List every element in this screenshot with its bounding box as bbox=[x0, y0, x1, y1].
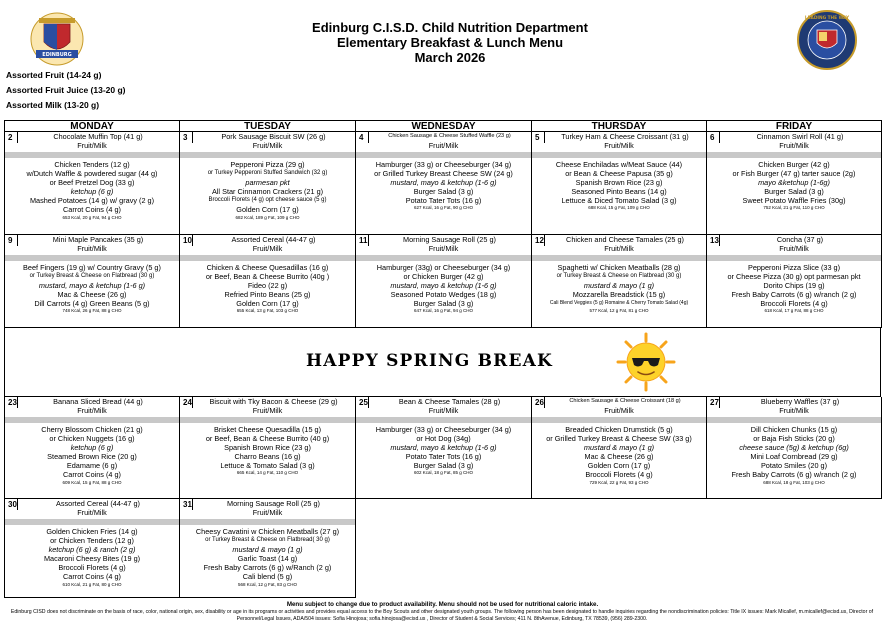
lunch-item: or Turkey Breast & Cheese on Flatbread (30 g) bbox=[556, 273, 682, 280]
lunch-item: Carrot Coins (4 g) bbox=[63, 470, 121, 480]
breakfast-item: Assorted Cereal (44-47 g) bbox=[56, 499, 140, 508]
nutrition-summary: 748 Kcal, 26 g Fat, 88 g CHO bbox=[62, 308, 122, 314]
nutrition-summary: 627 Kcal, 16 g Fat, 90 g CHO bbox=[413, 205, 474, 211]
lunch-item: Edamame (6 g) bbox=[66, 461, 118, 471]
breakfast-item: Chicken Sausage & Cheese Stuffed Waffle (23 g) bbox=[388, 133, 511, 139]
edinburg-cisd-crest-logo bbox=[30, 12, 84, 66]
day-number: 11 bbox=[359, 236, 368, 245]
lunch-item: Hamburger (33 g) or Cheeseburger (34 g) bbox=[375, 160, 512, 169]
fruit-milk-item: Fruit/Milk bbox=[428, 244, 459, 254]
daily-item-milk: Assorted Milk (13-20 g) bbox=[6, 100, 100, 110]
nutrition-summary: 577 Kcal, 12 g Fat, 81 g CHO bbox=[589, 308, 649, 314]
menu-day-cell bbox=[5, 397, 180, 499]
lunch-item: ketchup (6 g) bbox=[70, 187, 114, 197]
day-number: 30 bbox=[8, 500, 17, 509]
lunch-item: Broccoli Florets (4 g) opt cheese sauce (5 g) bbox=[208, 197, 327, 204]
lunch-item: cheese sauce (5g) & ketchup (6g) bbox=[739, 443, 849, 453]
nutrition-summary: 647 Kcal, 16 g Fat, 94 g CHO bbox=[413, 308, 474, 314]
day-header-friday: FRIDAY bbox=[707, 121, 882, 132]
menu-month: March 2026 bbox=[414, 50, 486, 65]
day-number: 6 bbox=[710, 133, 715, 142]
breakfast-item: Blueberry Waffles (37 g) bbox=[760, 397, 840, 406]
fruit-milk-item: Fruit/Milk bbox=[428, 406, 459, 416]
menu-day-cell bbox=[356, 397, 532, 499]
lunch-item: or Turkey Breast & Cheese on Flatbread( 30 g) bbox=[205, 537, 330, 544]
day-header-tuesday: TUESDAY bbox=[180, 121, 356, 132]
day-number: 12 bbox=[535, 236, 544, 245]
nutrition-summary: 609 Kcal, 15 g Fat, 88 g CHO bbox=[62, 479, 122, 485]
lunch-item: Fresh Baby Carrots (6 g) w/ranch (2 g) bbox=[731, 290, 857, 300]
left-logo-text: EDINBURG bbox=[42, 52, 72, 58]
nutrition-summary: 568 Kcal, 12 g Fat, 83 g CHO bbox=[237, 581, 298, 587]
breakfast-item: Mini Maple Pancakes (35 g) bbox=[52, 235, 144, 244]
menu-day-cell bbox=[532, 132, 707, 235]
day-number: 23 bbox=[8, 398, 17, 407]
nutrition-summary: 688 Kcal, 15 g Fat, 109 g CHO bbox=[588, 205, 650, 211]
breakfast-item: Pork Sausage Biscuit SW (26 g) bbox=[221, 132, 326, 141]
sun-with-sunglasses-icon bbox=[610, 332, 682, 392]
lunch-item: or Chicken Tenders (12 g) bbox=[50, 536, 134, 546]
lunch-item: or Baja Fish Sticks (20 g) bbox=[753, 434, 835, 444]
lunch-item: ketchup (6 g) & ranch (2 g) bbox=[48, 545, 136, 555]
menu-day-cell bbox=[5, 235, 180, 328]
lunch-item: Lettuce & Diced Tomato Salad (3 g) bbox=[561, 196, 677, 206]
lunch-item: Mini Loaf Cornbread (29 g) bbox=[750, 452, 838, 462]
day-number: 31 bbox=[183, 500, 192, 509]
lunch-item: Carrot Coins (4 g) bbox=[63, 205, 121, 215]
lunch-item: All Star Cinnamon Crackers (21 g) bbox=[211, 187, 324, 197]
day-number: 13 bbox=[710, 236, 719, 245]
fruit-milk-item: Fruit/Milk bbox=[252, 406, 283, 416]
nutrition-summary: 655 Kcal, 13 g Fat, 103 g CHO bbox=[236, 308, 299, 314]
lunch-item: ketchup (6 g) bbox=[70, 443, 114, 453]
lunch-item: Lettuce & Tomato Salad (3 g) bbox=[220, 461, 315, 471]
fruit-milk-item: Fruit/Milk bbox=[252, 141, 283, 151]
day-number: 10 bbox=[183, 236, 192, 245]
nutrition-summary: 610 Kcal, 21 g Fat, 80 g CHO bbox=[62, 581, 122, 587]
breakfast-item: Chicken and Cheese Tamales (25 g) bbox=[566, 235, 684, 244]
lunch-item: or Beef Pretzel Dog (33 g) bbox=[49, 178, 135, 188]
lunch-item: Seasoned Pinto Beans (14 g) bbox=[571, 187, 667, 197]
lunch-item: or Chicken Burger (42 g) bbox=[403, 272, 484, 282]
spring-break-banner bbox=[4, 327, 881, 397]
menu-day-cell bbox=[356, 235, 532, 328]
lunch-item: parmesan pkt bbox=[245, 178, 290, 188]
menu-day-cell bbox=[356, 132, 532, 235]
day-number: 25 bbox=[359, 398, 368, 407]
lunch-item: Mashed Potatoes (14 g) w/ gravy (2 g) bbox=[29, 196, 155, 206]
lunch-item: Spaghetti w/ Chicken Meatballs (28 g) bbox=[557, 263, 681, 272]
lunch-item: mustard, mayo & ketchup (1-6 g) bbox=[38, 281, 146, 291]
breakfast-item: Chocolate Muffin Top (41 g) bbox=[53, 132, 143, 141]
menu-day-cell bbox=[5, 132, 180, 235]
lunch-item: w/Dutch Waffle & powdered sugar (44 g) bbox=[26, 169, 158, 179]
lunch-item: or Turkey Breast & Cheese on Flatbread (30 g) bbox=[29, 273, 155, 280]
nondiscrimination-policy: Edinburg CISD does not discriminate on the basis of race, color, national origin, sex, disability or age in its programs or activities and provides equal access to the Boy Scouts and other designated youth groups. The following person has been designated to handle inquiries regarding the nondiscrimination policies: Title IX issues: Mark Micallef, m.micallef@ecisd.us, Director of Personnel/Legal Issues, ADA/504 issues: Sofia Hinojosa; sofia.hinojosa@ecisd.us , Director of Student & Social Services; 411 N. 8thAvenue, Edinburg, TX 78539, (956) 289-2300. bbox=[10, 609, 874, 622]
lunch-item: Golden Corn (17 g) bbox=[236, 299, 299, 309]
nutrition-summary: 653 Kcal, 20 g Fat, 94 g CHO bbox=[62, 214, 122, 220]
fruit-milk-item: Fruit/Milk bbox=[604, 141, 634, 151]
menu-day-cell bbox=[532, 397, 707, 499]
lunch-item: Mac & Cheese (26 g) bbox=[57, 290, 127, 300]
nutrition-summary: 618 Kcal, 17 g Fat, 88 g CHO bbox=[764, 308, 824, 314]
menu-day-cell bbox=[532, 235, 707, 328]
day-header-wednesday: WEDNESDAY bbox=[356, 121, 532, 132]
menu-day-cell bbox=[180, 397, 356, 499]
lunch-item: or Turkey Pepperoni Stuffed Sandwich (32 g) bbox=[207, 170, 328, 177]
lunch-item: Potato Tater Tots (16 g) bbox=[405, 196, 482, 206]
lunch-item: Steamed Brown Rice (20 g) bbox=[47, 452, 137, 462]
lunch-item: Dill Carrots (4 g) Green Beans (5 g) bbox=[34, 299, 150, 309]
lunch-item: Potato Tater Tots (16 g) bbox=[405, 452, 482, 462]
lunch-item: Dorito Chips (19 g) bbox=[763, 281, 825, 291]
day-number: 9 bbox=[8, 236, 13, 245]
lunch-item: Hamburger (33 g) or Cheeseburger (34 g) bbox=[375, 425, 512, 434]
breakfast-item: Banana Sliced Bread (44 g) bbox=[53, 397, 143, 406]
day-number: 3 bbox=[183, 133, 188, 142]
lunch-item: mustard, mayo & ketchup (1-6 g) bbox=[390, 281, 497, 291]
fruit-milk-item: Fruit/Milk bbox=[252, 508, 283, 518]
lunch-item: Brisket Cheese Quesadilla (15 g) bbox=[213, 425, 322, 434]
breakfast-item: Assorted Cereal (44-47 g) bbox=[231, 235, 316, 244]
lunch-item: Chicken Burger (42 g) bbox=[758, 160, 830, 169]
nutrition-summary: 752 Kcal, 21 g Fat, 110 g CHO bbox=[763, 205, 825, 211]
lunch-item: Potato Smiles (20 g) bbox=[760, 461, 828, 471]
day-header-monday: MONDAY bbox=[5, 121, 180, 132]
breakfast-item: Morning Sausage Roll (25 g) bbox=[227, 499, 320, 508]
lunch-item: Refried Pinto Beans (25 g) bbox=[224, 290, 311, 300]
lunch-item: mustard & mayo (1 g) bbox=[583, 443, 655, 453]
menu-day-cell bbox=[180, 235, 356, 328]
breakfast-item: Bean & Cheese Tamales (28 g) bbox=[398, 397, 501, 406]
lunch-item: mustard, mayo & ketchup (1-6 g) bbox=[390, 178, 497, 188]
lunch-item: Sweet Potato Waffle Fries (30g) bbox=[742, 196, 846, 206]
lunch-item: Spanish Brown Rice (23 g) bbox=[575, 178, 663, 188]
daily-item-fruit: Assorted Fruit (14-24 g) bbox=[6, 70, 102, 80]
lunch-item: or Chicken Nuggets (16 g) bbox=[49, 434, 135, 444]
lunch-item: Burger Salad (3 g) bbox=[764, 187, 824, 197]
nutrition-summary: 682 Kcal, 189 g Fat, 109 g CHO bbox=[235, 214, 300, 220]
fruit-milk-item: Fruit/Milk bbox=[604, 406, 634, 416]
lunch-item: Broccoli Florets (4 g) bbox=[58, 563, 126, 573]
day-header-thursday: THURSDAY bbox=[532, 121, 707, 132]
lunch-item: Pepperoni Pizza (29 g) bbox=[230, 160, 305, 169]
lunch-item: Cheesy Cavatini w Chicken Meatballs (27 g) bbox=[195, 527, 340, 536]
fruit-milk-item: Fruit/Milk bbox=[77, 406, 107, 416]
leading-the-way-seal-logo bbox=[797, 10, 857, 70]
lunch-item: mustard & mayo (1 g) bbox=[583, 281, 655, 291]
menu-day-cell bbox=[707, 235, 882, 328]
menu-day-cell bbox=[5, 499, 180, 598]
right-logo-text: LEADING THE WAY bbox=[804, 16, 850, 21]
lunch-item: Chicken & Cheese Quesadillas (16 g) bbox=[206, 263, 329, 272]
lunch-item: Fresh Baby Carrots (6 g) w/Ranch (2 g) bbox=[203, 563, 332, 573]
fruit-milk-item: Fruit/Milk bbox=[604, 244, 634, 254]
lunch-item: Spanish Brown Rice (23 g) bbox=[224, 443, 311, 453]
lunch-item: Cheese Enchiladas w/Meat Sauce (44) bbox=[555, 160, 683, 169]
lunch-item: Burger Salad (3 g) bbox=[413, 299, 474, 309]
lunch-item: Cherry Blossom Chicken (21 g) bbox=[41, 425, 143, 434]
day-number: 2 bbox=[8, 133, 13, 142]
breakfast-item: Cinnamon Swirl Roll (41 g) bbox=[756, 132, 844, 141]
breakfast-item: Morning Sausage Roll (25 g) bbox=[403, 235, 496, 244]
fruit-milk-item: Fruit/Milk bbox=[77, 141, 107, 151]
day-number: 26 bbox=[535, 398, 544, 407]
lunch-item: or Cheese Pizza (30 g) opt parmesan pkt bbox=[727, 272, 861, 282]
lunch-item: Beef Fingers (19 g) w/ Country Gravy (5 g) bbox=[23, 263, 161, 272]
menu-grid-weeks-3-4 bbox=[4, 397, 882, 598]
day-number: 24 bbox=[183, 398, 192, 407]
lunch-item: or Hot Dog (34g) bbox=[416, 434, 471, 444]
nutrition-summary: 729 Kcal, 22 g Fat, 93 g CHO bbox=[589, 479, 649, 485]
lunch-item: Pepperoni Pizza Slice (33 g) bbox=[747, 263, 841, 272]
menu-day-cell bbox=[180, 499, 356, 598]
menu-grid-weeks-1-2 bbox=[4, 120, 882, 328]
lunch-item: Dill Chicken Chunks (15 g) bbox=[750, 425, 838, 434]
lunch-item: Macaroni Cheesy Bites (19 g) bbox=[43, 554, 141, 564]
lunch-item: or Beef, Bean & Cheese Burrito (40 g) bbox=[205, 434, 330, 444]
menu-title-block bbox=[200, 20, 700, 65]
lunch-item: Golden Chicken Fries (14 g) bbox=[46, 527, 138, 536]
menu-day-cell bbox=[707, 132, 882, 235]
lunch-item: mustard & mayo (1 g) bbox=[232, 545, 303, 555]
lunch-item: Burger Salad (3 g) bbox=[413, 187, 474, 197]
lunch-item: mustard, mayo & ketchup (1-6 g) bbox=[390, 443, 497, 453]
lunch-item: Broccoli Florets (4 g) bbox=[760, 299, 828, 309]
fruit-milk-item: Fruit/Milk bbox=[77, 244, 107, 254]
lunch-item: Cali blend (5 g) bbox=[242, 572, 293, 582]
breakfast-item: Biscuit with Tky Bacon & Cheese (29 g) bbox=[209, 397, 338, 406]
lunch-item: mayo &ketchup (1-6g) bbox=[758, 178, 830, 188]
lunch-item: Carrot Coins (4 g) bbox=[63, 572, 121, 582]
lunch-item: Mac & Cheese (26 g) bbox=[584, 452, 654, 462]
menu-title: Elementary Breakfast & Lunch Menu bbox=[336, 35, 564, 50]
lunch-item: or Bean & Cheese Papusa (35 g) bbox=[565, 169, 673, 179]
nutrition-summary: 602 Kcal, 18 g Fat, 85 g CHO bbox=[413, 470, 474, 476]
spring-break-text: HAPPY SPRING BREAK bbox=[306, 351, 554, 371]
daily-item-juice: Assorted Fruit Juice (13-20 g) bbox=[6, 85, 126, 95]
fruit-milk-item: Fruit/Milk bbox=[779, 244, 809, 254]
breakfast-item: Concha (37 g) bbox=[776, 235, 824, 244]
fruit-milk-item: Fruit/Milk bbox=[779, 141, 809, 151]
department-title: Edinburg C.I.S.D. Child Nutrition Department bbox=[312, 20, 588, 35]
lunch-item: Golden Corn (17 g) bbox=[236, 205, 299, 215]
lunch-item: Charro Beans (16 g) bbox=[234, 452, 301, 462]
fruit-milk-item: Fruit/Milk bbox=[77, 508, 107, 518]
lunch-item: Mozzarella Breadstick (15 g) bbox=[572, 290, 666, 300]
lunch-item: Fresh Baby Carrots (6 g) w/ranch (2 g) bbox=[731, 470, 857, 480]
lunch-item: or Grilled Turkey Breast & Cheese SW (33 g) bbox=[546, 434, 692, 444]
lunch-item: Breaded Chicken Drumstick (5 g) bbox=[565, 425, 673, 434]
menu-day-cell bbox=[707, 397, 882, 499]
lunch-item: Fideo (22 g) bbox=[247, 281, 288, 291]
fruit-milk-item: Fruit/Milk bbox=[252, 244, 283, 254]
menu-day-cell bbox=[180, 132, 356, 235]
nutrition-summary: 688 Kcal, 18 g Fat, 103 g CHO bbox=[763, 479, 825, 485]
day-number: 5 bbox=[535, 133, 540, 142]
day-number: 4 bbox=[359, 133, 364, 142]
fruit-milk-item: Fruit/Milk bbox=[428, 141, 459, 151]
nutrition-summary: 665 Kcal, 14 g Fat, 110 g CHO bbox=[236, 470, 299, 476]
menu-notice: Menu subject to change due to product availability. Menu should not be used for nutritional caloric intake. bbox=[286, 601, 599, 608]
lunch-item: Seasoned Potato Wedges (18 g) bbox=[390, 290, 497, 300]
day-number: 27 bbox=[710, 398, 719, 407]
lunch-item: Burger Salad (3 g) bbox=[413, 461, 474, 471]
lunch-item: Golden Corn (17 g) bbox=[587, 461, 651, 471]
lunch-item: Chicken Tenders (12 g) bbox=[54, 160, 130, 169]
lunch-item: Cali Blend Veggies (5 g) Romaine & Cherry Tomato Salad (4g) bbox=[549, 300, 689, 307]
fruit-milk-item: Fruit/Milk bbox=[779, 406, 809, 416]
lunch-item: or Beef, Bean & Cheese Burrito (40g ) bbox=[205, 272, 330, 282]
lunch-item: Broccoli Florets (4 g) bbox=[585, 470, 653, 480]
breakfast-item: Chicken Sausage & Cheese Croissant (18 g) bbox=[569, 398, 681, 404]
lunch-item: Hamburger (33g) or Cheeseburger (34 g) bbox=[376, 263, 511, 272]
lunch-item: or Grilled Turkey Breast Cheese SW (24 g) bbox=[374, 169, 513, 179]
lunch-item: or Fish Burger (47 g) tarter sauce (2g) bbox=[732, 169, 856, 179]
lunch-item: Garlic Toast (14 g) bbox=[237, 554, 298, 564]
breakfast-item: Turkey Ham & Cheese Croissant (31 g) bbox=[561, 132, 689, 141]
